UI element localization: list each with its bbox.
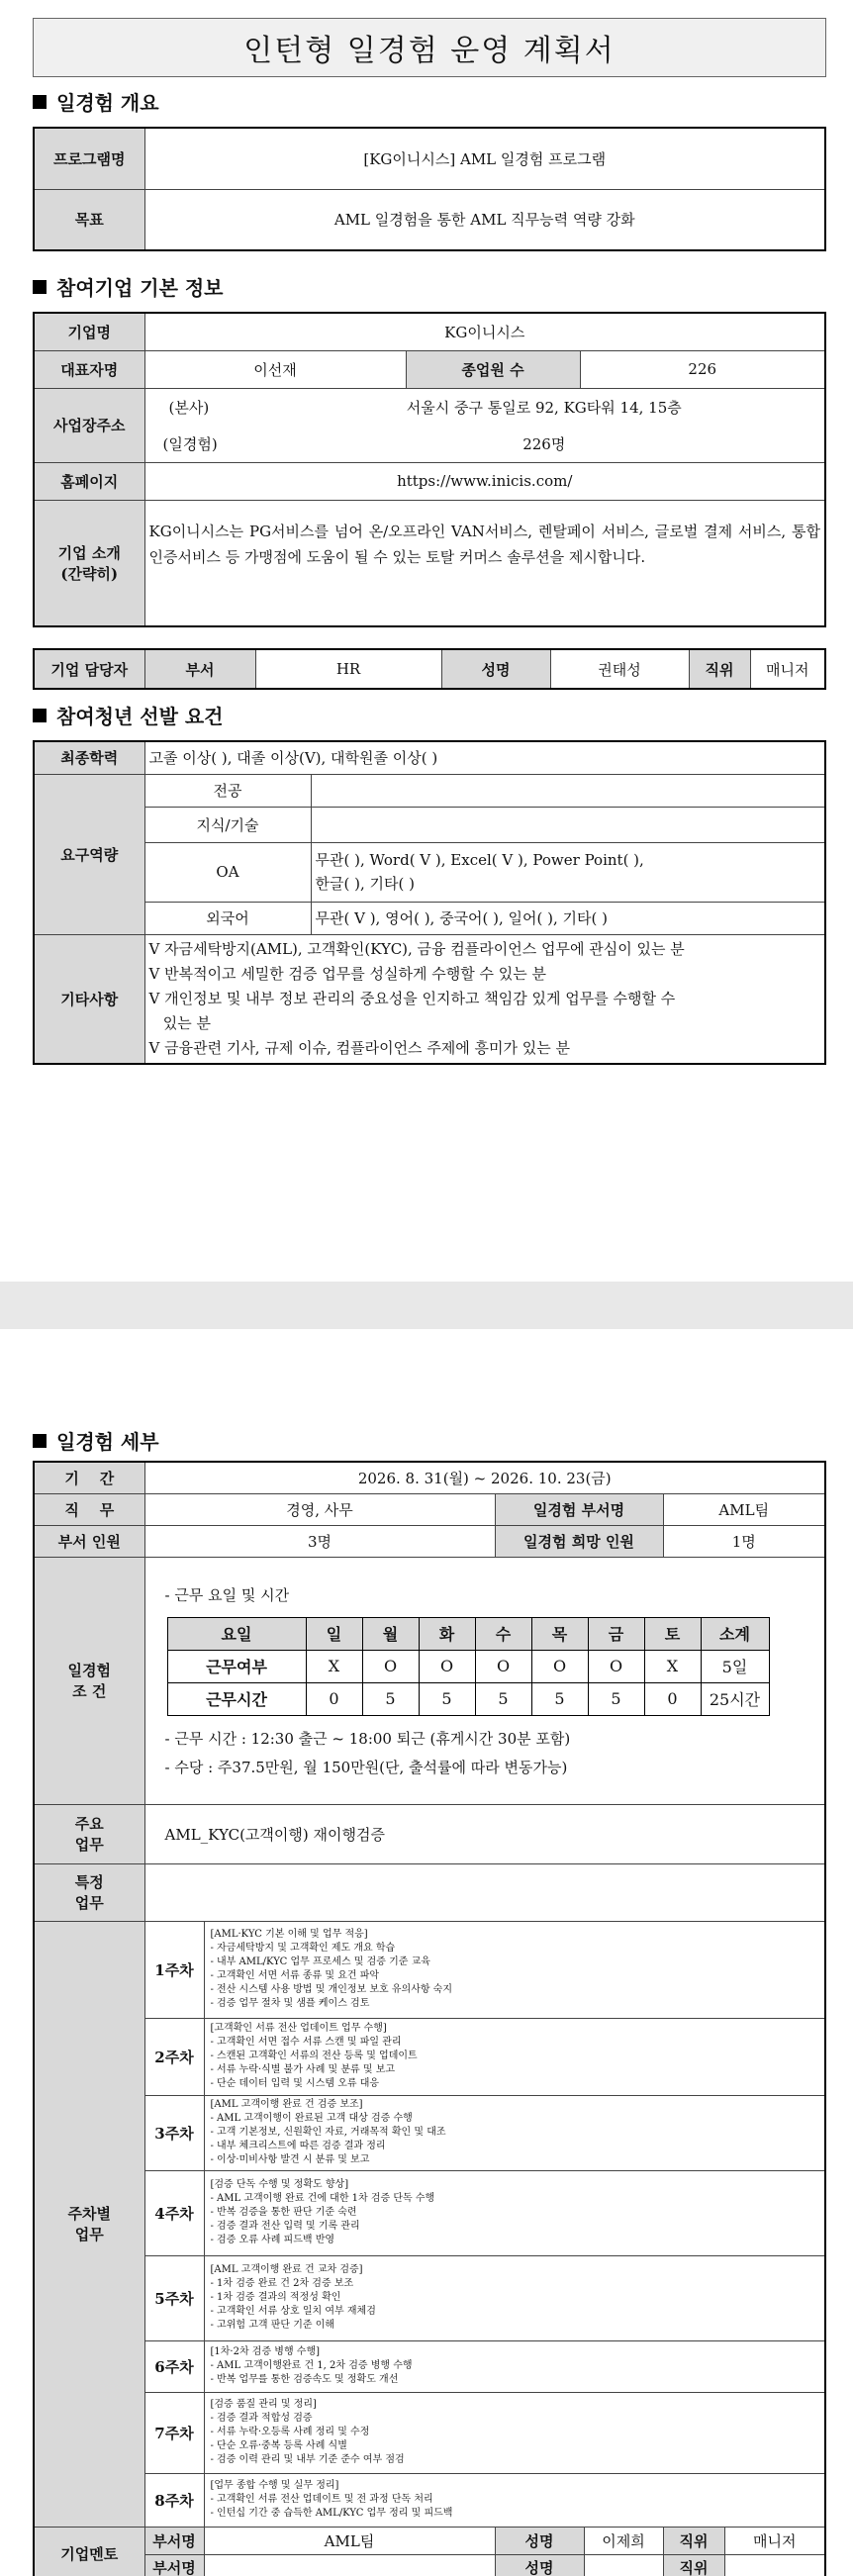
hq-label: (본사) xyxy=(168,398,210,417)
schedule-cell: O xyxy=(419,1650,475,1682)
mentor-pos-label: 직위 xyxy=(663,2527,724,2554)
week-task-line: - 단순 오류·중복 등록 사례 식별 xyxy=(210,2440,347,2451)
main-duty-value: AML_KYC(고객이행) 재이행검증 xyxy=(144,1804,825,1863)
company-table xyxy=(33,312,826,627)
week-task-line: - 고객확인 서류 상호 일치 여부 재체검 xyxy=(210,2306,376,2317)
period-label: 기 간 xyxy=(34,1462,144,1493)
hq-address: 서울시 중구 통일로 92, KG타워 14, 15층 xyxy=(406,398,682,417)
schedule-cell: 금 xyxy=(588,1617,644,1650)
week-task-line: - 내부 AML/KYC 업무 프로세스 및 검증 기준 교육 xyxy=(210,1956,430,1967)
week-task-line: - AML 고객이행 완료 건에 대한 1차 검증 단독 수행 xyxy=(210,2193,435,2204)
schedule-cell: 월 xyxy=(362,1617,419,1650)
mentor-pos-value: 매니저 xyxy=(724,2527,825,2554)
major-label: 전공 xyxy=(144,774,311,807)
period-value: 2026. 8. 31(월) ~ 2026. 10. 23(금) xyxy=(144,1462,825,1493)
mentor2-pos-label: 직위 xyxy=(663,2554,724,2576)
week-task-line: [검증 단독 수행 및 정확도 향상] xyxy=(210,2179,349,2190)
skill-label: 지식/기술 xyxy=(144,807,311,842)
week-task-line: - 자금세탁방지 및 고객확인 제도 개요 학습 xyxy=(210,1943,396,1954)
schedule-cell: X xyxy=(306,1650,362,1682)
cond-cell xyxy=(144,1557,825,1804)
cond-pay: - 수당 : 주37.5만원, 월 150만원(단, 출석률에 따라 변동가능) xyxy=(164,1758,568,1776)
address-cell xyxy=(144,388,825,462)
page-2 xyxy=(0,1329,853,2576)
special-duty-label: 특정 업무 xyxy=(34,1863,144,1921)
cond-heading: - 근무 요일 및 시간 xyxy=(164,1585,290,1604)
week-task-line: [1차·2차 검증 병행 수행] xyxy=(210,2346,321,2357)
week-task-line: - 검증 이력 관리 및 내부 기준 준수 여부 점검 xyxy=(210,2454,405,2465)
intro-label: 기업 소개 (간략히) xyxy=(34,500,144,626)
week-label: 7주차 xyxy=(144,2392,204,2473)
week-task-line: - 검증 결과 전산 입력 및 기록 관리 xyxy=(210,2221,360,2232)
oa-label: OA xyxy=(144,842,311,902)
mentor2-pos-value xyxy=(724,2554,825,2576)
exp-label: (일경험) xyxy=(162,434,218,453)
employees-value: 226 xyxy=(580,350,825,388)
week-label: 8주차 xyxy=(144,2473,204,2527)
goal-value: AML 일경험을 통한 AML 직무능력 역량 강화 xyxy=(144,189,825,250)
schedule-table xyxy=(167,1617,770,1716)
edu-label: 최종학력 xyxy=(34,741,144,774)
week-task-line: - 반복 검증을 통한 판단 기준 숙련 xyxy=(210,2207,357,2218)
week-task-line: - 반복 업무를 통한 검증속도 및 정확도 개선 xyxy=(210,2374,399,2385)
company-name-value: KG이니시스 xyxy=(144,313,825,350)
main-duty-label: 주요 업무 xyxy=(34,1804,144,1863)
contact-dept-label: 부서 xyxy=(144,649,255,689)
schedule-cell: O xyxy=(475,1650,531,1682)
schedule-cell: 25시간 xyxy=(701,1682,769,1715)
page-separator xyxy=(0,1282,853,1329)
contact-label: 기업 담당자 xyxy=(34,649,144,689)
week-tasks xyxy=(204,2392,825,2473)
program-value: [KG이니시스] AML 일경험 프로그램 xyxy=(144,128,825,189)
mentor2-name-value xyxy=(584,2554,663,2576)
ceo-value: 이선재 xyxy=(144,350,406,388)
week-task-line: - 검증 결과 적합성 검증 xyxy=(210,2413,313,2424)
week-task-line: - 검증 오류 사례 피드백 반영 xyxy=(210,2235,335,2245)
schedule-cell: 수 xyxy=(475,1617,531,1650)
schedule-row xyxy=(167,1682,769,1715)
week-task-line: - 단순 데이터 입력 및 시스템 오류 대응 xyxy=(210,2078,380,2089)
week-label: 1주차 xyxy=(144,1921,204,2018)
week-task-line: - 고위험 고객 판단 기준 이해 xyxy=(210,2320,335,2331)
want-value: 1명 xyxy=(663,1525,825,1557)
intro-value: KG이니시스는 PG서비스를 넘어 온/오프라인 VAN서비스, 렌탈페이 서비스, 글로벌 결제 서비스, 통합인증서비스 등 가맹점에 도움이 될 수 있는 토탈 커머스 솔루션을 제시합니다. xyxy=(144,500,825,626)
etc-item: V 개인정보 및 내부 정보 관리의 중요성을 인지하고 책임감 있게 업무를 수행할 수 xyxy=(148,989,676,1007)
week-tasks xyxy=(204,2255,825,2340)
details-table xyxy=(33,1461,826,2576)
square-bullet-icon xyxy=(33,1434,47,1448)
square-bullet-icon xyxy=(33,280,47,294)
cond-time: - 근무 시간 : 12:30 출근 ~ 18:00 퇴근 (휴게시간 30분 포함) xyxy=(164,1729,571,1748)
homepage-label: 홈페이지 xyxy=(34,462,144,500)
contact-pos-value: 매니저 xyxy=(750,649,825,689)
square-bullet-icon xyxy=(33,95,47,109)
mentor-name-value: 이제희 xyxy=(584,2527,663,2554)
etc-item: V 반복적이고 세밀한 검증 업무를 성실하게 수행할 수 있는 분 xyxy=(148,964,547,983)
week-task-line: [업무 종합 수행 및 실무 정리] xyxy=(210,2480,339,2491)
contact-dept-value: HR xyxy=(255,649,441,689)
section-company-heading: 참여기업 기본 정보 xyxy=(33,272,224,301)
week-label: 2주차 xyxy=(144,2018,204,2095)
week-task-line: - 1차 검증 완료 건 2차 검증 보조 xyxy=(210,2278,354,2289)
week-task-line: - 고객확인 서류 전산 업데이트 및 전 과정 단독 처리 xyxy=(210,2494,433,2505)
week-task-line: - 고객확인 서면 서류 종류 및 요건 파악 xyxy=(210,1970,380,1981)
week-task-line: [AML 고객이행 완료 건 검증 보조] xyxy=(210,2099,363,2110)
duty-label: 직 무 xyxy=(34,1493,144,1525)
schedule-cell: O xyxy=(362,1650,419,1682)
schedule-header-row xyxy=(167,1617,769,1650)
section-details-heading: 일경험 세부 xyxy=(33,1426,159,1455)
ceo-label: 대표자명 xyxy=(34,350,144,388)
etc-item: 있는 분 xyxy=(148,1013,212,1032)
weekly-label: 주차별 업무 xyxy=(34,1921,144,2527)
schedule-cell: 토 xyxy=(644,1617,701,1650)
exp-dept-label: 일경험 부서명 xyxy=(495,1493,663,1525)
edu-value: 고졸 이상( ), 대졸 이상(V), 대학원졸 이상( ) xyxy=(144,741,825,774)
special-duty-value xyxy=(144,1863,825,1921)
contact-name-label: 성명 xyxy=(441,649,550,689)
etc-item: V 금융관련 기사, 규제 이슈, 컴플라이언스 주제에 흥미가 있는 분 xyxy=(148,1038,571,1057)
page-1 xyxy=(0,0,853,1282)
document-title: 인턴형 일경험 운영 계획서 xyxy=(33,18,826,77)
lang-value: 무관( V ), 영어( ), 중국어( ), 일어( ), 기타( ) xyxy=(311,902,825,934)
want-label: 일경험 희망 인원 xyxy=(495,1525,663,1557)
schedule-cell: 근무여부 xyxy=(167,1650,306,1682)
exp-dept-value: AML팀 xyxy=(663,1493,825,1525)
lang-label: 외국어 xyxy=(144,902,311,934)
duty-value: 경영, 사무 xyxy=(144,1493,495,1525)
week-task-line: - AML 고객이행완료 건 1, 2차 검증 병행 수행 xyxy=(210,2360,413,2371)
week-task-line: [고객확인 서류 전산 업데이트 업무 수행] xyxy=(210,2023,387,2034)
staff-value: 3명 xyxy=(144,1525,495,1557)
schedule-cell: 0 xyxy=(306,1682,362,1715)
schedule-cell: 5 xyxy=(419,1682,475,1715)
contact-pos-label: 직위 xyxy=(689,649,750,689)
program-label: 프로그램명 xyxy=(34,128,144,189)
schedule-cell: X xyxy=(644,1650,701,1682)
week-tasks xyxy=(204,2170,825,2255)
oa-value: 무관( ), Word( V ), Excel( V ), Power Point( ), 한글( ), 기타( ) xyxy=(311,842,825,902)
schedule-cell: 소계 xyxy=(701,1617,769,1650)
goal-label: 목표 xyxy=(34,189,144,250)
mentor-label: 기업멘토 xyxy=(34,2527,144,2576)
schedule-cell: 요일 xyxy=(167,1617,306,1650)
week-tasks xyxy=(204,2095,825,2170)
week-task-line: - 내부 체크리스트에 따른 검증 결과 정리 xyxy=(210,2141,386,2151)
homepage-value: https://www.inicis.com/ xyxy=(144,462,825,500)
week-task-line: - 인턴십 기간 중 습득한 AML/KYC 업무 정리 및 피드백 xyxy=(210,2508,453,2519)
etc-label: 기타사항 xyxy=(34,934,144,1064)
cond-label: 일경험 조 건 xyxy=(34,1557,144,1804)
mentor2-dept-value xyxy=(204,2554,495,2576)
contact-name-value: 권태성 xyxy=(550,649,689,689)
mentor-dept-value: AML팀 xyxy=(204,2527,495,2554)
week-task-line: - 고객확인 서면 접수 서류 스캔 및 파일 관리 xyxy=(210,2037,402,2048)
week-task-line: - 서류 누락·오등록 사례 정리 및 수정 xyxy=(210,2427,370,2437)
mentor-name-label: 성명 xyxy=(495,2527,584,2554)
etc-item: V 자금세탁방지(AML), 고객확인(KYC), 금융 컴플라이언스 업무에 관심이 있는 분 xyxy=(148,939,685,958)
schedule-row xyxy=(167,1650,769,1682)
contact-table xyxy=(33,648,826,690)
week-task-line: [검증 품질 관리 및 정리] xyxy=(210,2399,317,2410)
section-requirements-heading: 참여청년 선발 요건 xyxy=(33,701,224,729)
week-task-line: - 서류 누락·식별 불가 사례 및 분류 및 보고 xyxy=(210,2064,396,2075)
company-name-label: 기업명 xyxy=(34,313,144,350)
schedule-cell: 일 xyxy=(306,1617,362,1650)
week-task-line: - 고객 기본정보, 신원확인 자료, 거래목적 확인 및 대조 xyxy=(210,2127,446,2138)
week-task-line: - 1차 검증 결과의 적정성 확인 xyxy=(210,2292,341,2303)
week-label: 4주차 xyxy=(144,2170,204,2255)
schedule-cell: 5 xyxy=(531,1682,588,1715)
schedule-cell: 5 xyxy=(588,1682,644,1715)
mentor-dept-label: 부서명 xyxy=(144,2527,204,2554)
square-bullet-icon xyxy=(33,709,47,722)
week-task-line: - 전산 시스템 사용 방법 및 개인정보 보호 유의사항 숙지 xyxy=(210,1984,453,1995)
week-label: 5주차 xyxy=(144,2255,204,2340)
week-tasks xyxy=(204,2340,825,2392)
week-task-line: - 검증 업무 절차 및 샘플 케이스 검토 xyxy=(210,1998,370,2009)
schedule-cell: O xyxy=(531,1650,588,1682)
week-task-line: [AML·KYC 기본 이해 및 업무 적응] xyxy=(210,1929,368,1940)
schedule-cell: 5 xyxy=(362,1682,419,1715)
schedule-cell: 목 xyxy=(531,1617,588,1650)
schedule-cell: 화 xyxy=(419,1617,475,1650)
competency-label: 요구역량 xyxy=(34,774,144,934)
staff-label: 부서 인원 xyxy=(34,1525,144,1557)
schedule-cell: 0 xyxy=(644,1682,701,1715)
week-task-line: - 이상·미비사항 발견 시 분류 및 보고 xyxy=(210,2154,370,2165)
mentor2-name-label: 성명 xyxy=(495,2554,584,2576)
schedule-cell: 5일 xyxy=(701,1650,769,1682)
week-label: 6주차 xyxy=(144,2340,204,2392)
mentor2-dept-label: 부서명 xyxy=(144,2554,204,2576)
week-tasks xyxy=(204,1921,825,2018)
schedule-cell: 5 xyxy=(475,1682,531,1715)
employees-label: 종업원 수 xyxy=(406,350,580,388)
week-task-line: - 스캔된 고객확인 서류의 전산 등록 및 업데이트 xyxy=(210,2051,418,2061)
etc-list xyxy=(144,934,825,1064)
week-tasks xyxy=(204,2018,825,2095)
week-task-line: - AML 고객이행이 완료된 고객 대상 검증 수행 xyxy=(210,2113,413,2124)
section-overview-heading: 일경험 개요 xyxy=(33,87,159,116)
schedule-cell: 근무시간 xyxy=(167,1682,306,1715)
address-label: 사업장주소 xyxy=(34,388,144,462)
exp-value: 226명 xyxy=(522,434,566,453)
week-label: 3주차 xyxy=(144,2095,204,2170)
week-task-line: [AML 고객이행 완료 건 교차 검증] xyxy=(210,2264,363,2275)
requirements-table xyxy=(33,740,826,1065)
major-value xyxy=(311,774,825,807)
schedule-cell: O xyxy=(588,1650,644,1682)
skill-value xyxy=(311,807,825,842)
week-tasks xyxy=(204,2473,825,2527)
overview-table xyxy=(33,127,826,251)
